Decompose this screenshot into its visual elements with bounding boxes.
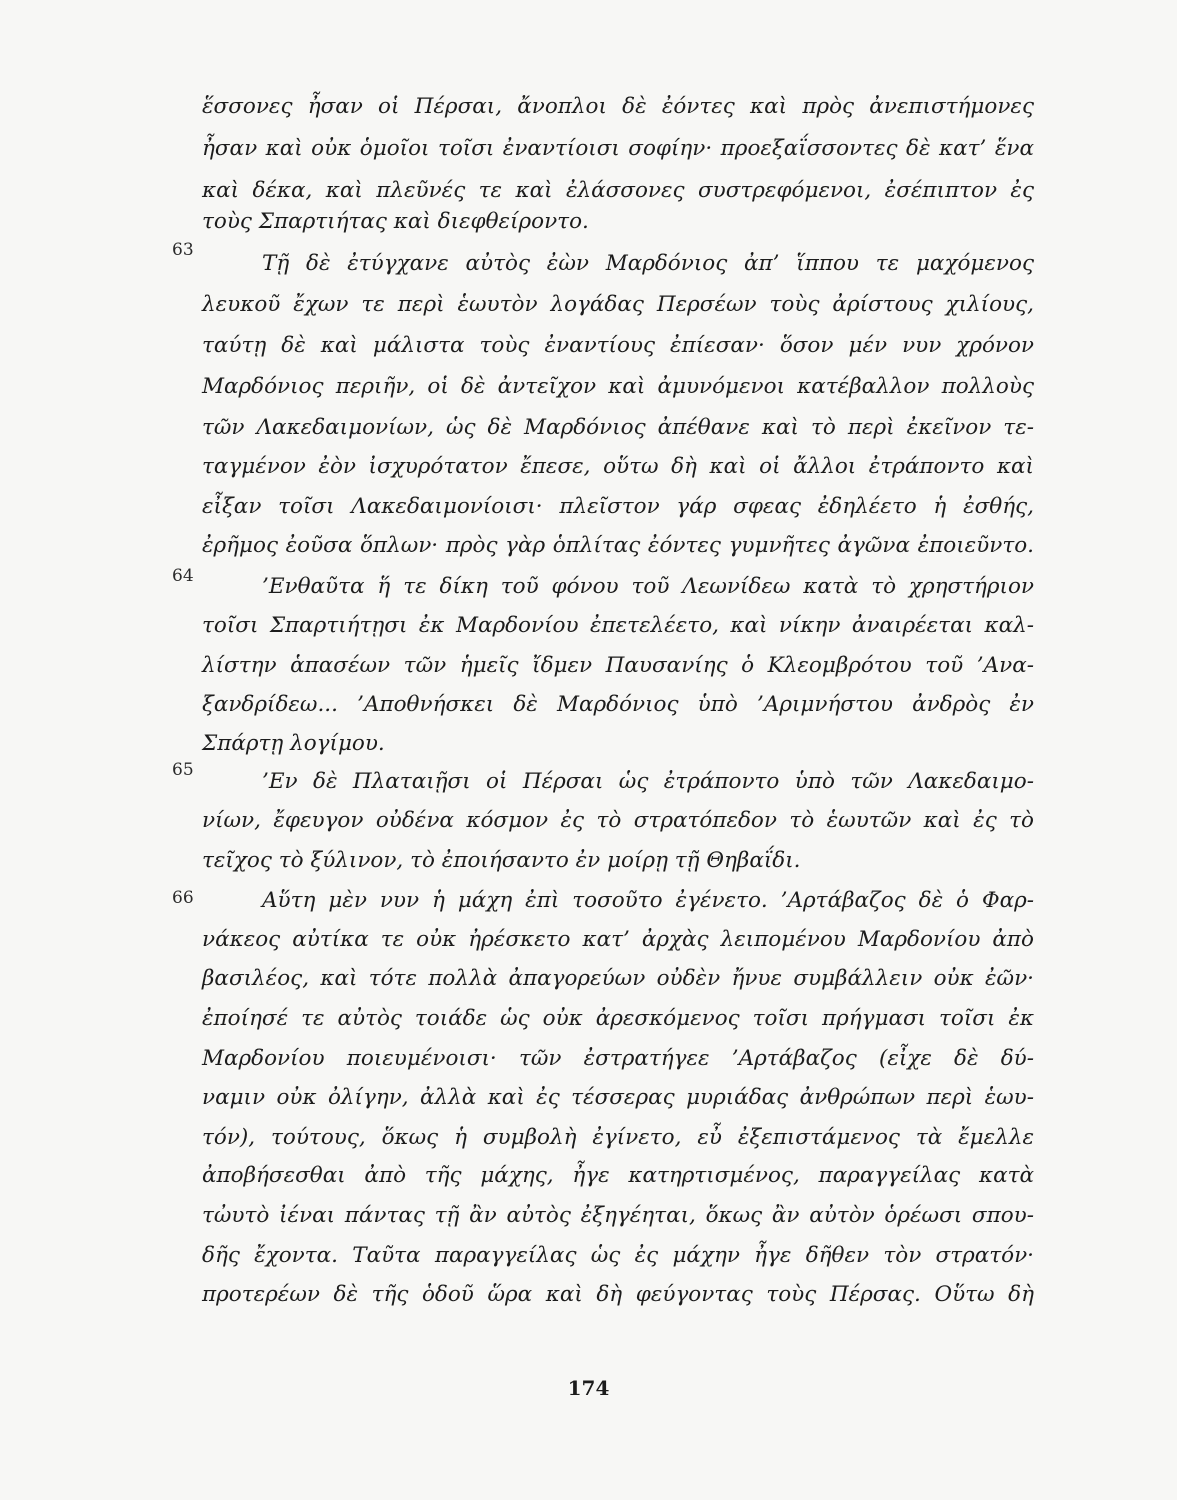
text-line: ἕσσονες ἦσαν οἱ Πέρσαι, ἄνοπλοι δὲ ἐόντες καὶ πρὸς ἀνεπιστήμονες [202, 94, 1034, 119]
text-line: τῶν Λακεδαιμονίων, ὡς δὲ Μαρδόνιος ἀπέθανε καὶ τὸ περὶ ἐκεῖνον τε- [202, 415, 1034, 440]
text-line: ταύτῃ δὲ καὶ μάλιστα τοὺς ἐναντίους ἐπίεσαν· ὅσον μέν νυν χρόνον [202, 333, 1034, 358]
text-line: Τῇ δὲ ἐτύγχανε αὐτὸς ἐὼν Μαρδόνιος ἀπ’ ἵππου τε μαχόμενος [262, 251, 1034, 276]
text-line: βασιλέος, καὶ τότε πολλὰ ἀπαγορεύων οὐδὲν ἤνυε συμβάλλειν οὐκ ἐῶν· [202, 966, 1034, 991]
section-number-64: 64 [172, 566, 194, 586]
text-line: νάκεος αὐτίκα τε οὐκ ἠρέσκετο κατ’ ἀρχὰς λειπομένου Μαρδονίου ἀπὸ [202, 927, 1034, 952]
page-number: 174 [567, 1376, 610, 1400]
text-line: ταγμένον ἐὸν ἰσχυρότατον ἔπεσε, οὕτω δὴ καὶ οἱ ἄλλοι ἐτράποντο καὶ [202, 454, 1034, 479]
text-line: λευκοῦ ἔχων τε περὶ ἑωυτὸν λογάδας Περσέων τοὺς ἀρίστους χιλίους, [202, 292, 1034, 317]
text-line: Αὕτη μὲν νυν ἡ μάχη ἐπὶ τοσοῦτο ἐγένετο. ’Αρτάβαζος δὲ ὁ Φαρ- [262, 888, 1034, 913]
text-line: Σπάρτῃ λογίμου. [202, 731, 385, 756]
section-number-63: 63 [172, 240, 194, 260]
text-line: εἶξαν τοῖσι Λακεδαιμονίοισι· πλεῖστον γάρ σφεας ἐδηλέετο ἡ ἐσθής, [202, 494, 1034, 519]
text-line: ξανδρίδεω... ’Αποθνήσκει δὲ Μαρδόνιος ὑπὸ ’Αριμνήστου ἀνδρὸς ἐν [202, 692, 1034, 717]
section-number-66: 66 [172, 888, 194, 908]
text-line: ναμιν οὐκ ὀλίγην, ἀλλὰ καὶ ἐς τέσσερας μυριάδας ἀνθρώπων περὶ ἑωυ- [202, 1085, 1034, 1110]
text-line: ’Εν δὲ Πλαταιῇσι οἱ Πέρσαι ὡς ἐτράποντο ὑπὸ τῶν Λακεδαιμο- [262, 769, 1034, 794]
text-line: τὠυτὸ ἰέναι πάντας τῇ ἂν αὐτὸς ἐξηγέηται, ὅκως ἂν αὐτὸν ὁρέωσι σπου- [202, 1203, 1034, 1228]
text-line: τοῖσι Σπαρτιήτῃσι ἐκ Μαρδονίου ἐπετελέετο, καὶ νίκην ἀναιρέεται καλ- [202, 613, 1034, 638]
text-line: καὶ δέκα, καὶ πλεῦνές τε καὶ ἐλάσσονες συστρεφόμενοι, ἐσέπιπτον ἐς [202, 178, 1034, 203]
text-line: δῆς ἔχοντα. Ταῦτα παραγγείλας ὡς ἐς μάχην ἦγε δῆθεν τὸν στρατόν· [202, 1243, 1034, 1268]
text-line: τοὺς Σπαρτιήτας καὶ διεφθείροντο. [202, 209, 589, 234]
text-line: Μαρδονίου ποιευμένοισι· τῶν ἐστρατήγεε ’Αρτάβαζος (εἶχε δὲ δύ- [202, 1046, 1034, 1071]
text-line: τόν), τούτους, ὅκως ἡ συμβολὴ ἐγίνετο, εὖ ἐξεπιστάμενος τὰ ἔμελλε [202, 1125, 1034, 1150]
text-line: ’Ενθαῦτα ἥ τε δίκη τοῦ φόνου τοῦ Λεωνίδεω κατὰ τὸ χρηστήριον [262, 574, 1034, 599]
text-line: προτερέων δὲ τῆς ὁδοῦ ὥρα καὶ δὴ φεύγοντας τοὺς Πέρσας. Οὕτω δὴ [202, 1282, 1034, 1307]
text-line: ἀποβήσεσθαι ἀπὸ τῆς μάχης, ἦγε κατηρτισμένος, παραγγείλας κατὰ [202, 1163, 1034, 1188]
text-line: ἦσαν καὶ οὐκ ὁμοῖοι τοῖσι ἐναντίοισι σοφίην· προεξαΐσσοντες δὲ κατ’ ἕνα [202, 136, 1034, 161]
text-line: νίων, ἔφευγον οὐδένα κόσμον ἐς τὸ στρατόπεδον τὸ ἑωυτῶν καὶ ἐς τὸ [202, 808, 1034, 833]
text-line: ἐποίησέ τε αὐτὸς τοιάδε ὡς οὐκ ἀρεσκόμενος τοῖσι πρήγμασι τοῖσι ἐκ [202, 1006, 1034, 1031]
text-line: Μαρδόνιος περιῆν, οἱ δὲ ἀντεῖχον καὶ ἀμυνόμενοι κατέβαλλον πολλοὺς [202, 374, 1034, 399]
text-line: ἐρῆμος ἐοῦσα ὅπλων· πρὸς γὰρ ὁπλίτας ἐόντες γυμνῆτες ἀγῶνα ἐποιεῦντο. [202, 533, 1034, 558]
section-number-65: 65 [172, 760, 194, 780]
text-line: λίστην ἁπασέων τῶν ἡμεῖς ἴδμεν Παυσανίης ὁ Κλεομβρότου τοῦ ’Ανα- [202, 653, 1034, 678]
text-line: τεῖχος τὸ ξύλινον, τὸ ἐποιήσαντο ἐν μοίρῃ τῇ Θηβαΐδι. [202, 848, 801, 873]
